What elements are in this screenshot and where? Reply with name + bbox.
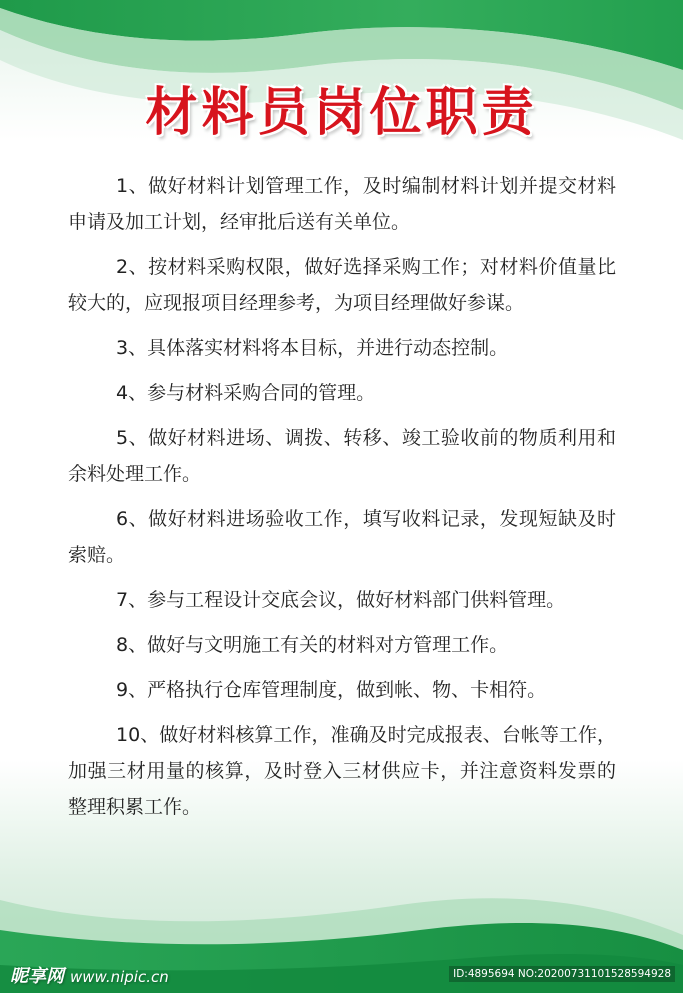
image-id-label: ID:4895694 NO:20200731101528594928 [449, 966, 675, 982]
watermark-brand: 昵享网 [10, 966, 64, 987]
duty-item-1: 1、做好材料计划管理工作，及时编制材料计划并提交材料申请及加工计划，经审批后送有关单位。 [68, 175, 616, 233]
duty-item-5: 5、做好材料进场、调拨、转移、竣工验收前的物质利用和余料处理工作。 [68, 427, 616, 485]
site-watermark [10, 962, 169, 988]
duty-item-7: 7、参与工程设计交底会议，做好材料部门供料管理。 [116, 589, 566, 611]
duty-item-4: 4、参与材料采购合同的管理。 [116, 382, 376, 404]
duty-item-8: 8、做好与文明施工有关的材料对方管理工作。 [116, 634, 509, 656]
page-title: 材料员岗位职责 [145, 83, 538, 143]
duty-item-3: 3、具体落实材料将本目标，并进行动态控制。 [116, 337, 509, 359]
duty-item-9: 9、严格执行仓库管理制度，做到帐、物、卡相符。 [116, 679, 547, 701]
duty-item-2: 2、按材料采购权限，做好选择采购工作；对材料价值量比较大的，应现报项目经理参考，为项目经理做好参谋。 [68, 256, 616, 314]
watermark-url: www.nipic.cn [70, 968, 169, 986]
duties-list [68, 168, 616, 834]
duty-item-6: 6、做好材料进场验收工作，填写收料记录，发现短缺及时索赔。 [68, 508, 616, 566]
duty-item-10: 10、做好材料核算工作，准确及时完成报表、台帐等工作，加强三材用量的核算，及时登入三材供应卡，并注意资料发票的整理积累工作。 [68, 724, 616, 818]
